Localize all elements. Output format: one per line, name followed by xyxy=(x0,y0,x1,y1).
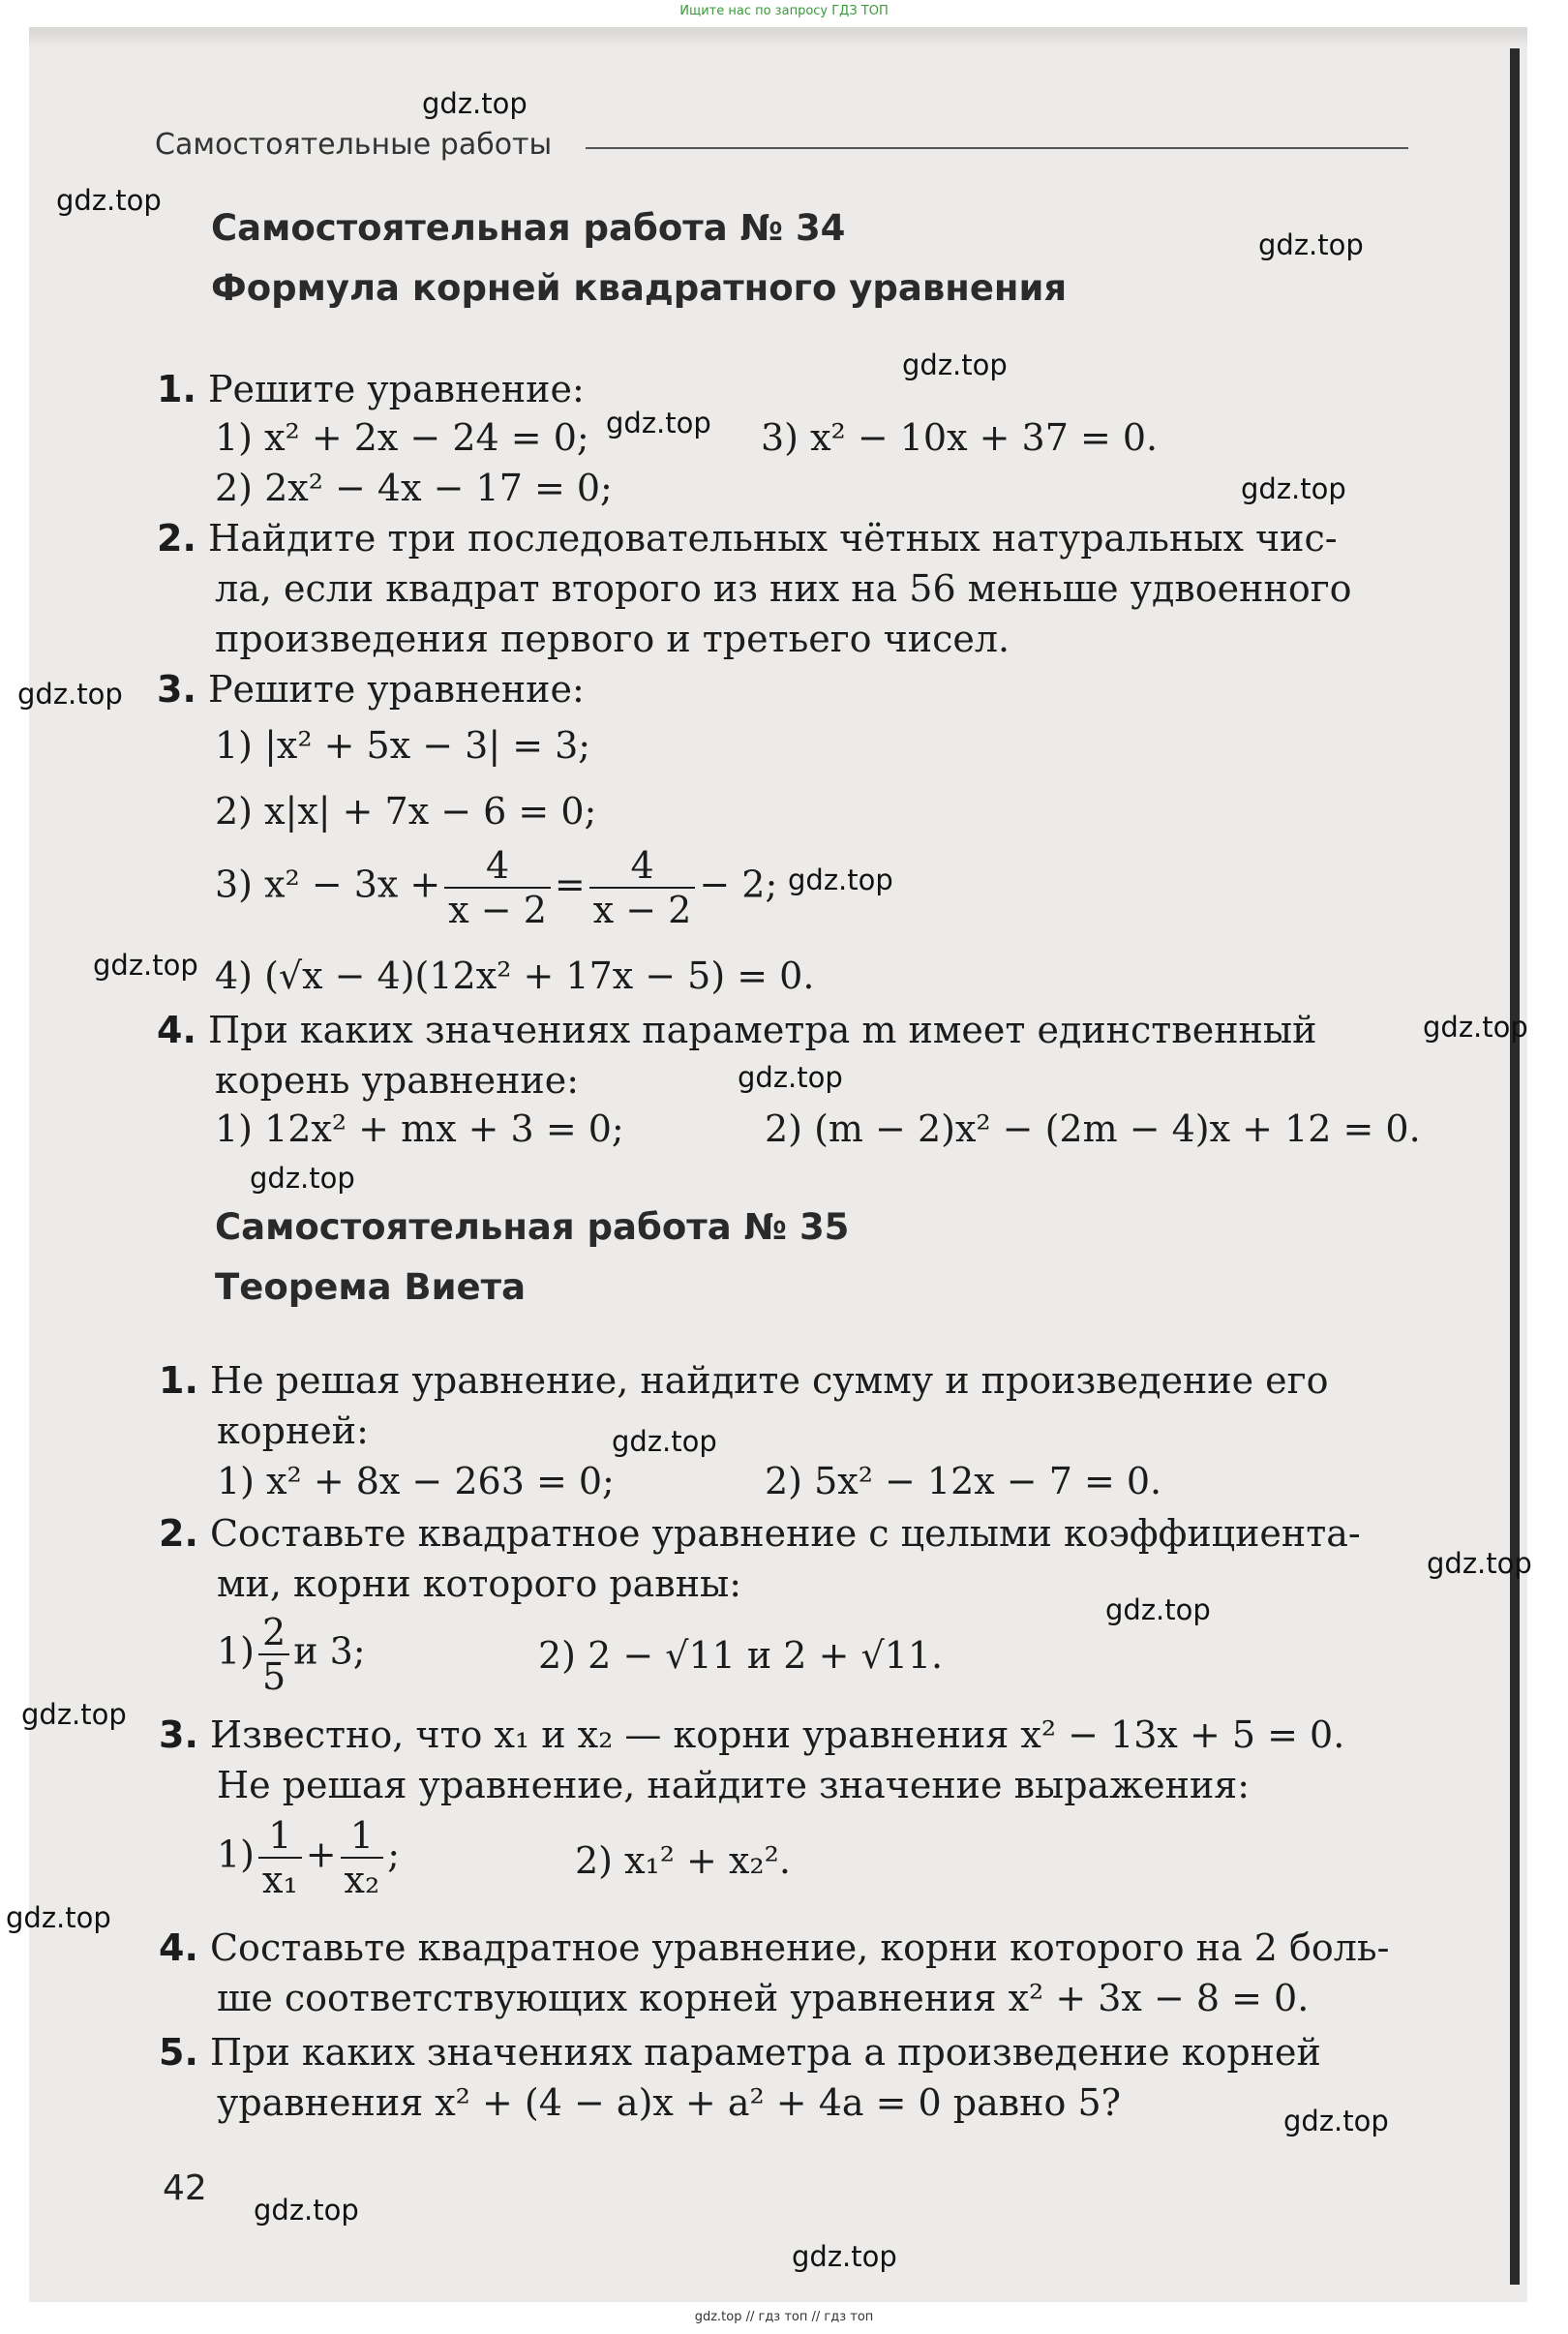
watermark: gdz.top xyxy=(1283,2105,1389,2137)
w35-t3-line2: Не решая уравнение, найдите значение выражения: xyxy=(217,1764,1251,1806)
watermark: gdz.top xyxy=(738,1061,843,1094)
page-edge xyxy=(1510,48,1520,2285)
w35-t3-item2: 2) x₁² + x₂². xyxy=(575,1839,791,1882)
w35-task2: 2. Составьте квадратное уравнение с целыми коэффициента- xyxy=(159,1512,1361,1555)
top-note: Ищите нас по запросу ГДЗ ТОП xyxy=(679,4,889,18)
w34-t4-item2: 2) (m − 2)x² − (2m − 4)x + 12 = 0. xyxy=(765,1107,1421,1150)
work34-title: Самостоятельная работа № 34 xyxy=(211,207,846,249)
watermark: gdz.top xyxy=(250,1162,355,1195)
w35-t3-item1: 1) $\frac{1}{\text{x₁}}$ + $\frac{1}{\text{x₂}}$ ; xyxy=(217,1814,401,1901)
watermark: gdz.top xyxy=(606,407,711,440)
w34-task3: 3. Решите уравнение: xyxy=(157,668,585,711)
w34-t4-item1: 1) 12x² + mx + 3 = 0; xyxy=(215,1107,624,1150)
w35-t2-item1: 1) $\frac{2}{5}$ и 3; xyxy=(217,1611,366,1698)
w34-t3-item2: 2) x|x| + 7x − 6 = 0; xyxy=(215,790,597,833)
w35-t5-line2: уравнения x² + (4 − a)x + a² + 4a = 0 равно 5? xyxy=(217,2081,1122,2124)
watermark: gdz.top xyxy=(56,184,162,217)
watermark: gdz.top xyxy=(93,949,198,982)
w35-t1-item1: 1) x² + 8x − 263 = 0; xyxy=(217,1460,615,1502)
bottom-note: gdz.top // гдз топ // гдз топ xyxy=(694,2310,874,2324)
watermark: gdz.top xyxy=(21,1698,127,1731)
page-number: 42 xyxy=(163,2168,207,2208)
w34-t1-item3: 3) x² − 10x + 37 = 0. xyxy=(761,416,1159,459)
watermark: gdz.top xyxy=(254,2194,359,2227)
watermark: gdz.top xyxy=(788,864,893,896)
w34-task4: 4. При каких значениях параметра m имеет единственный xyxy=(157,1009,1317,1051)
watermark: gdz.top xyxy=(1258,228,1364,261)
watermark: gdz.top xyxy=(1105,1593,1211,1626)
watermark: gdz.top xyxy=(422,87,528,120)
w34-t3-item4: 4) (√x − 4)(12x² + 17x − 5) = 0. xyxy=(215,955,815,997)
watermark: gdz.top xyxy=(1423,1011,1528,1044)
w35-task1: 1. Не решая уравнение, найдите сумму и произведение его xyxy=(159,1359,1329,1402)
w34-t2-line2: ла, если квадрат второго из них на 56 меньше удвоенного xyxy=(215,567,1352,610)
page-top-shadow xyxy=(29,27,1527,48)
w35-t1-item2: 2) 5x² − 12x − 7 = 0. xyxy=(765,1460,1162,1502)
w35-t2-item2: 2) 2 − √11 и 2 + √11. xyxy=(538,1634,944,1677)
w35-t4-line2: ше соответствующих корней уравнения x² + 3x − 8 = 0. xyxy=(217,1977,1310,2019)
w35-task4: 4. Составьте квадратное уравнение, корни которого на 2 боль- xyxy=(159,1926,1390,1969)
work35-subtitle: Теорема Виета xyxy=(215,1266,527,1308)
w34-task2: 2. Найдите три последовательных чётных натуральных чис- xyxy=(157,517,1338,560)
w35-t2-line2: ми, корни которого равны: xyxy=(217,1562,742,1605)
watermark: gdz.top xyxy=(1427,1547,1532,1580)
w34-t1-item2: 2) 2x² − 4x − 17 = 0; xyxy=(215,467,613,509)
work35-title: Самостоятельная работа № 35 xyxy=(215,1206,850,1248)
watermark: gdz.top xyxy=(902,349,1008,381)
work34-subtitle: Формула корней квадратного уравнения xyxy=(211,267,1068,309)
watermark: gdz.top xyxy=(17,678,123,711)
running-header: Самостоятельные работы xyxy=(155,128,553,162)
w35-task3: 3. Известно, что x₁ и x₂ — корни уравнения x² − 13x + 5 = 0. xyxy=(159,1713,1345,1756)
w34-t4-line2: корень уравнение: xyxy=(215,1059,580,1102)
w34-t2-line3: произведения первого и третьего чисел. xyxy=(215,618,1010,660)
watermark: gdz.top xyxy=(1241,472,1346,505)
w34-task1: 1. Решите уравнение: xyxy=(157,368,585,410)
w35-t1-line2: корней: xyxy=(217,1409,369,1452)
watermark: gdz.top xyxy=(6,1901,111,1934)
watermark: gdz.top xyxy=(792,2240,897,2273)
watermark: gdz.top xyxy=(612,1425,717,1458)
w35-task5: 5. При каких значениях параметра a произведение корней xyxy=(159,2031,1321,2074)
w34-t1-item1: 1) x² + 2x − 24 = 0; xyxy=(215,416,589,459)
w34-t3-item1: 1) |x² + 5x − 3| = 3; xyxy=(215,724,591,767)
header-rule xyxy=(586,147,1408,149)
w34-t3-item3: 3) x² − 3x + $\frac{4}{x - 2}$ = $\frac{4}{x - 2}$ − 2; xyxy=(215,844,778,931)
